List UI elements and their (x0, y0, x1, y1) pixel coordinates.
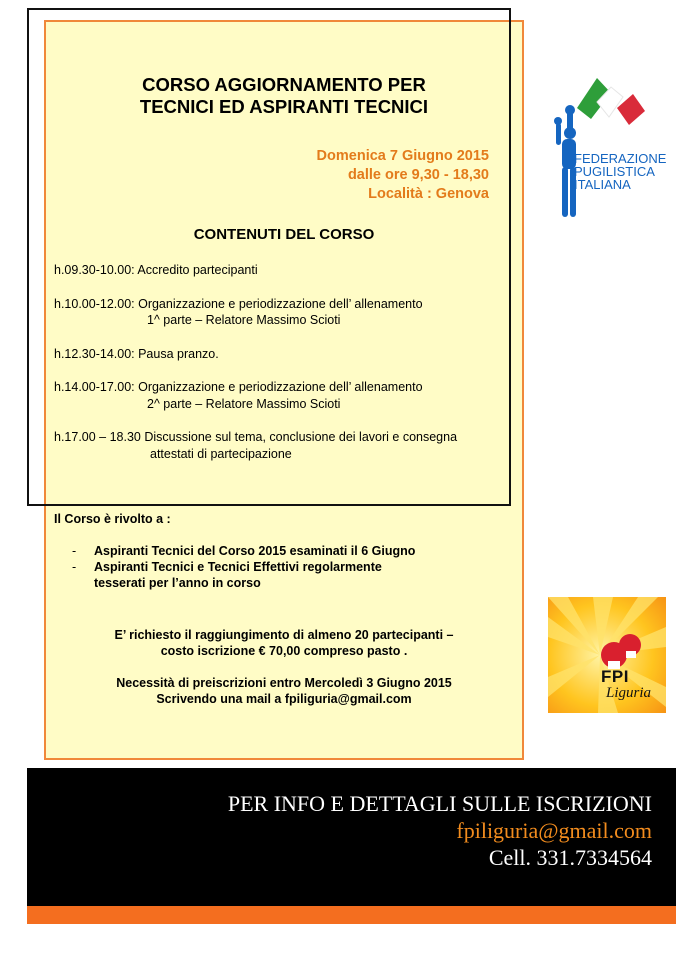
schedule-entry (54, 262, 514, 279)
schedule-entry-continuation: attestati di partecipazione (150, 446, 292, 461)
federation-name-line: ITALIANA (574, 177, 631, 192)
federation-name-line: FEDERAZIONE (574, 151, 667, 166)
course-title-line-2: TECNICI ED ASPIRANTI TECNICI (139, 96, 429, 117)
event-location: Località : Genova (368, 186, 489, 202)
event-time: dalle ore 9,30 - 18,30 (347, 167, 489, 183)
info-footer (27, 768, 676, 906)
schedule-entry (54, 296, 514, 329)
footer-stripe (27, 906, 676, 924)
contents-title: CONTENUTI DEL CORSO (193, 226, 375, 243)
schedule-entry (54, 379, 514, 412)
schedule-entry-text: h.10.00-12.00: Organizzazione e periodizzazione dell’ allenamento (54, 296, 423, 311)
schedule-list (54, 262, 514, 479)
schedule-entry-text: h.17.00 – 18.30 Discussione sul tema, conclusione dei lavori e consegna (54, 430, 458, 444)
federation-name-line: PUGILISTICA (574, 164, 655, 179)
course-title-line-1: CORSO AGGIORNAMENTO PER (142, 74, 426, 95)
fpi-liguria-acronym: FPI (601, 667, 629, 686)
audience-item-text: Aspiranti Tecnici e Tecnici Effettivi regolarmente tesserati per l’anno in corso (94, 560, 382, 590)
schedule-entry-text: h.14.00-17.00: Organizzazione e periodizzazione dell’ allenamento (54, 380, 423, 394)
course-title (44, 74, 524, 118)
audience-list (72, 543, 512, 591)
schedule-entry (54, 429, 514, 462)
footer-email: fpiliguria@gmail.com (456, 818, 652, 843)
footer-phone: Cell. 331.7334564 (488, 845, 652, 870)
requirements-line-1: E’ richiesto il raggiungimento di almeno 20 partecipanti – (114, 628, 454, 642)
schedule-entry-continuation: 1^ parte – Relatore Massimo Scioti (147, 313, 341, 327)
fpi-liguria-logo (548, 597, 666, 713)
registration-notice (44, 675, 524, 707)
list-item (72, 559, 512, 591)
audience-title: Il Corso è rivolto a : (54, 512, 171, 526)
bullet-dash: - (72, 560, 77, 574)
footer-heading: PER INFO E DETTAGLI SULLE ISCRIZIONI (227, 791, 652, 816)
footer-text (228, 790, 652, 871)
registration-line-2: Scrivendo una mail a fpiliguria@gmail.com (156, 692, 412, 706)
list-item (72, 543, 512, 559)
bullet-dash: - (72, 544, 77, 558)
requirements-notice (44, 627, 524, 659)
requirements-line-2: costo iscrizione € 70,00 compreso pasto . (160, 644, 408, 658)
registration-line-1: Necessità di preiscrizioni entro Mercoledì 3 Giugno 2015 (116, 676, 452, 690)
federation-name (574, 152, 666, 191)
schedule-entry-continuation: 2^ parte – Relatore Massimo Scioti (147, 396, 341, 411)
boxer-flag-icon (553, 75, 668, 223)
schedule-entry-text: h.12.30-14.00: Pausa pranzo. (54, 346, 219, 361)
schedule-entry-text: h.09.30-10.00: Accredito partecipanti (54, 263, 258, 277)
federation-logo (553, 75, 668, 223)
audience-item-text: Aspiranti Tecnici del Corso 2015 esaminati il 6 Giugno (94, 544, 416, 558)
event-date: Domenica 7 Giugno 2015 (316, 148, 489, 164)
schedule-entry (54, 346, 514, 363)
fpi-liguria-region: Liguria (606, 685, 652, 701)
event-details (317, 147, 489, 204)
